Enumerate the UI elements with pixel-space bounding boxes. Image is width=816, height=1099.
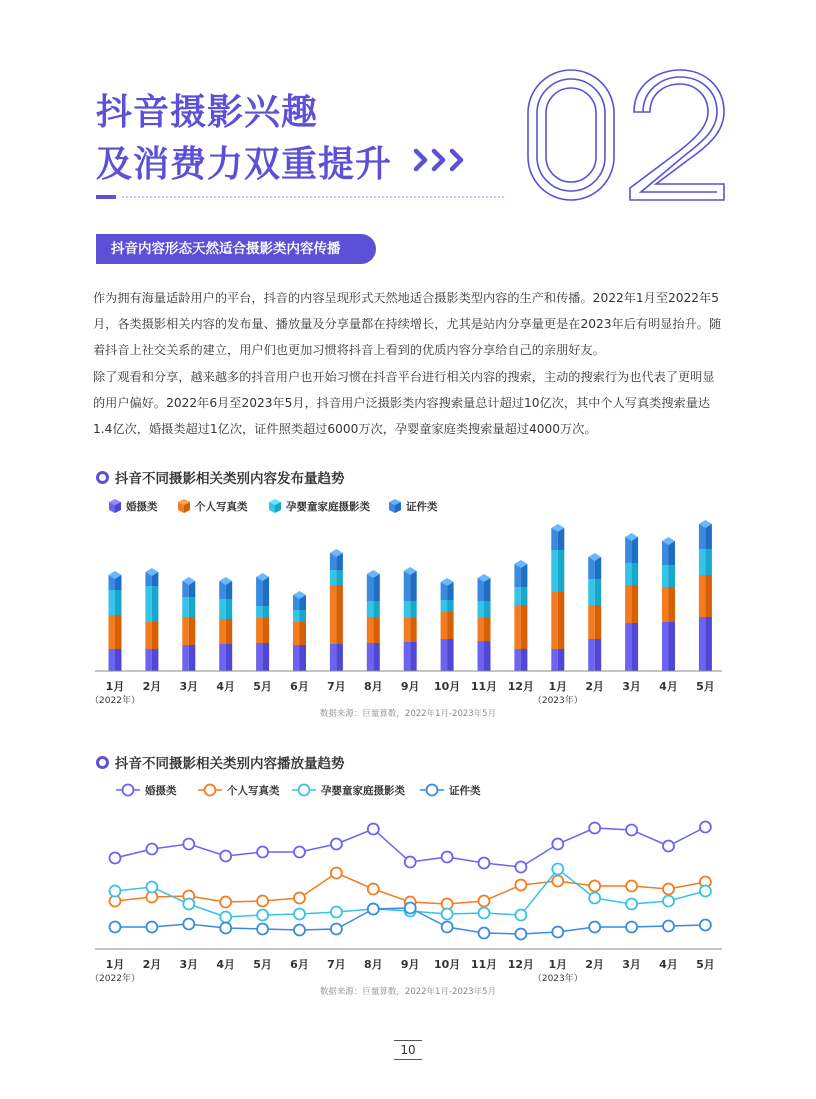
- chart2-tick-label: 7月: [327, 958, 346, 971]
- data-point: [405, 903, 416, 914]
- data-point: [589, 823, 600, 834]
- chapter-number-graphic: [522, 60, 732, 210]
- stacked-bar: [404, 567, 417, 671]
- bar-segment: [699, 617, 706, 671]
- bar-segment: [256, 577, 263, 606]
- chart2-tick-label: 1月: [105, 958, 125, 971]
- bar-segment: [514, 605, 521, 649]
- stacked-bar: [441, 578, 454, 671]
- bar-segment: [109, 615, 116, 649]
- stacked-bar: [293, 591, 306, 671]
- bar-segment: [447, 639, 454, 671]
- bar-segment: [300, 645, 307, 671]
- bar-segment: [484, 578, 491, 601]
- data-point: [405, 857, 416, 868]
- bar-segment: [367, 574, 374, 601]
- data-point: [589, 922, 600, 933]
- bar-segment: [226, 644, 233, 671]
- bar-segment: [300, 610, 307, 622]
- paragraph-1: 作为拥有海量适龄用户的平台，抖音的内容呈现形式天然地适合摄影类型内容的生产和传播。2022年1月至2022年5月，各类摄影相关内容的发布量、播放量及分享量都在持续增长，尤其是站内分享量更是在2023年后有明显抬升。随着抖音上社交关系的建立，用户们也更加习惯将抖音上看到的优质内容分享给自己的亲朋好友。: [93, 291, 722, 357]
- data-point: [479, 928, 490, 939]
- chart1-tick-label: 12月: [507, 680, 535, 693]
- triple-chevron-icon: [412, 145, 468, 175]
- chart1-tick-label: 9月: [400, 680, 420, 693]
- data-point: [294, 847, 305, 858]
- bar-segment: [705, 524, 712, 549]
- bar-segment: [441, 639, 448, 671]
- data-point: [479, 896, 490, 907]
- bar-segment: [404, 642, 411, 671]
- legend-label: 证件类: [449, 785, 481, 797]
- bar-segment: [558, 649, 565, 671]
- bar-segment: [263, 618, 270, 643]
- bar-segment: [182, 597, 189, 617]
- chart2-tick-label: 3月: [622, 958, 641, 971]
- bar-segment: [115, 590, 122, 615]
- bar-segment: [669, 541, 676, 565]
- legend-item: [116, 784, 177, 797]
- data-point: [700, 822, 711, 833]
- bar-segment: [521, 587, 528, 605]
- bar-segment: [115, 649, 122, 671]
- bar-segment: [521, 605, 528, 649]
- data-point: [331, 839, 342, 850]
- bar-segment: [300, 622, 307, 645]
- bar-segment: [632, 563, 639, 585]
- data-point: [515, 862, 526, 873]
- legend-marker: [123, 785, 134, 796]
- data-point: [552, 876, 563, 887]
- data-point: [442, 922, 453, 933]
- bar-segment: [595, 605, 602, 639]
- data-point: [183, 899, 194, 910]
- bar-segment: [705, 617, 712, 671]
- data-point: [110, 853, 121, 864]
- chart2-title: [96, 752, 345, 772]
- bar-segment: [625, 623, 632, 671]
- chart2-tick-label: 3月: [179, 958, 199, 971]
- bar-segment: [293, 645, 300, 671]
- bar-segment: [551, 550, 558, 592]
- legend-label: 孕婴童家庭摄影类: [286, 501, 370, 513]
- bullet-circle-icon: [96, 756, 109, 769]
- data-point: [146, 844, 157, 855]
- data-point: [663, 841, 674, 852]
- legend-label: 个人写真类: [195, 501, 248, 513]
- data-point: [479, 858, 490, 869]
- bar-segment: [256, 618, 263, 643]
- bar-segment: [514, 649, 521, 671]
- data-point: [589, 881, 600, 892]
- data-point: [220, 897, 231, 908]
- bar-segment: [447, 600, 454, 612]
- data-point: [552, 927, 563, 938]
- stacked-bar: [625, 533, 638, 671]
- bar-segment: [447, 612, 454, 639]
- chart2-tick-label: 5月: [696, 958, 715, 971]
- bar-segment: [404, 601, 411, 618]
- bar-segment: [336, 570, 343, 585]
- bar-segment: [669, 587, 676, 622]
- chart2-tick-label: 2月: [142, 958, 162, 971]
- chart1-tick-label: 2月: [585, 680, 605, 693]
- bar-segment: [595, 639, 602, 671]
- legend-label: 个人写真类: [227, 785, 280, 797]
- bar-segment: [705, 549, 712, 575]
- data-point: [220, 923, 231, 934]
- bar-segment: [588, 579, 595, 605]
- bar-segment: [551, 592, 558, 649]
- bullet-circle-icon: [96, 471, 109, 484]
- release-volume-bar-chart: [0, 490, 816, 720]
- bar-segment: [263, 577, 270, 606]
- bar-segment: [632, 623, 639, 671]
- legend-item: [269, 499, 370, 513]
- title-divider: [96, 194, 506, 200]
- bar-segment: [484, 618, 491, 641]
- bar-segment: [669, 565, 676, 587]
- legend-item: [109, 499, 158, 513]
- data-point: [331, 907, 342, 918]
- chart2-year-label: （2022年）: [90, 974, 140, 984]
- data-point: [331, 868, 342, 879]
- legend-marker: [299, 785, 310, 796]
- bar-segment: [625, 563, 632, 585]
- bar-segment: [189, 617, 196, 645]
- paragraph-2: 除了观看和分享，越来越多的抖音用户也开始习惯在抖音平台进行相关内容的搜索，主动的搜索行为也代表了更明显的用户偏好。2022年6月至2023年5月，抖音用户泛摄影类内容搜索量总计超过10亿次，其中个人写真类搜索量达1.4亿次，婚摄类超过1亿次，证件照类超过6000万次，孕婴童家庭类搜索量超过4000万次。: [93, 370, 715, 436]
- chart1-tick-label: 1月: [548, 680, 568, 693]
- chart2-tick-label: 1月: [548, 958, 568, 971]
- bar-segment: [373, 617, 380, 643]
- data-point: [294, 909, 305, 920]
- data-point: [110, 886, 121, 897]
- stacked-bar: [478, 574, 491, 671]
- bar-segment: [404, 618, 411, 642]
- data-point: [700, 886, 711, 897]
- bar-segment: [373, 643, 380, 671]
- data-point: [479, 908, 490, 919]
- data-point: [146, 922, 157, 933]
- bar-segment: [145, 586, 152, 622]
- bar-segment: [152, 586, 159, 622]
- chart1-tick-label: 8月: [363, 680, 383, 693]
- bar-segment: [699, 549, 706, 575]
- bar-segment: [330, 644, 337, 671]
- chart1-tick-label: 6月: [290, 680, 309, 693]
- bar-segment: [705, 575, 712, 617]
- bar-segment: [410, 618, 417, 642]
- chart2-title-text: 抖音不同摄影相关类别内容播放量趋势: [115, 756, 345, 772]
- bar-segment: [330, 585, 337, 644]
- bar-segment: [410, 571, 417, 601]
- chart1-tick-label: 4月: [659, 680, 678, 693]
- data-point: [626, 881, 637, 892]
- bar-segment: [189, 597, 196, 617]
- bar-segment: [699, 524, 706, 549]
- stacked-bar: [145, 568, 158, 671]
- chart2-tick-label: 12月: [507, 958, 535, 971]
- page-title-line1: 抖音摄影兴趣: [96, 92, 319, 133]
- bar-segment: [367, 601, 374, 617]
- bar-segment: [484, 601, 491, 618]
- bar-segment: [256, 606, 263, 618]
- chart2-tick-label: 11月: [470, 958, 498, 971]
- chart2-year-label: （2023年）: [532, 974, 583, 984]
- page-number: 10: [394, 1040, 422, 1060]
- bar-segment: [632, 537, 639, 563]
- stacked-bar: [662, 537, 675, 671]
- chart1-tick-label: 1月: [105, 680, 125, 693]
- section-tag: 抖音内容形态天然适合摄影类内容传播: [96, 234, 376, 264]
- bar-segment: [588, 639, 595, 671]
- chart1-tick-label: 5月: [696, 680, 715, 693]
- data-point: [257, 847, 268, 858]
- bar-segment: [330, 570, 337, 585]
- bar-segment: [625, 537, 632, 563]
- bar-segment: [478, 618, 485, 641]
- data-point: [294, 925, 305, 936]
- data-point: [515, 929, 526, 940]
- data-point: [110, 922, 121, 933]
- bar-segment: [336, 585, 343, 644]
- stacked-bar: [588, 553, 601, 671]
- bar-segment: [551, 649, 558, 671]
- chart1-tick-label: 4月: [216, 680, 236, 693]
- bar-segment: [263, 606, 270, 618]
- chart1-title: [96, 467, 345, 487]
- legend-label: 证件类: [406, 501, 438, 513]
- bar-segment: [410, 642, 417, 671]
- bar-segment: [521, 564, 528, 587]
- chart1-title-text: 抖音不同摄影相关类别内容发布量趋势: [115, 471, 345, 487]
- bar-segment: [189, 645, 196, 671]
- data-point: [515, 910, 526, 921]
- bar-segment: [152, 622, 159, 649]
- stacked-bar: [182, 577, 195, 671]
- data-point: [626, 825, 637, 836]
- legend-marker: [205, 785, 216, 796]
- bar-segment: [145, 649, 152, 671]
- chart1-tick-label: 2月: [142, 680, 162, 693]
- bar-segment: [404, 571, 411, 601]
- data-point: [626, 922, 637, 933]
- bar-segment: [478, 578, 485, 601]
- bar-segment: [182, 617, 189, 645]
- data-point: [257, 896, 268, 907]
- stacked-bar: [219, 577, 232, 671]
- chart1-source-note: 数据来源：巨量算数，2022年1月-2023年5月: [319, 709, 497, 719]
- bar-segment: [625, 585, 632, 623]
- bar-segment: [109, 590, 116, 615]
- chart2-tick-label: 4月: [659, 958, 678, 971]
- bar-segment: [514, 564, 521, 587]
- chart2-tick-label: 5月: [253, 958, 272, 971]
- bar-segment: [336, 644, 343, 671]
- legend-item: [389, 499, 438, 513]
- stacked-bar: [699, 520, 712, 671]
- data-point: [146, 882, 157, 893]
- chart2-tick-label: 10月: [433, 958, 461, 971]
- data-point: [183, 919, 194, 930]
- bar-segment: [263, 643, 270, 671]
- chart1-year-label: （2023年）: [532, 696, 583, 706]
- bar-segment: [514, 587, 521, 605]
- bar-segment: [478, 641, 485, 671]
- bar-segment: [256, 643, 263, 671]
- data-point: [589, 893, 600, 904]
- legend-item: [178, 499, 248, 513]
- bar-segment: [367, 617, 374, 643]
- bar-segment: [226, 619, 233, 644]
- bar-segment: [145, 622, 152, 649]
- chart1-tick-label: 7月: [327, 680, 346, 693]
- bar-segment: [662, 541, 669, 565]
- bar-segment: [662, 565, 669, 587]
- bar-segment: [373, 601, 380, 617]
- bar-segment: [662, 587, 669, 622]
- bar-segment: [152, 649, 159, 671]
- data-point: [442, 852, 453, 863]
- chart2-tick-label: 8月: [363, 958, 383, 971]
- bar-segment: [558, 550, 565, 592]
- data-point: [442, 909, 453, 920]
- data-point: [294, 893, 305, 904]
- bar-segment: [441, 600, 448, 612]
- bar-segment: [293, 622, 300, 645]
- data-point: [626, 899, 637, 910]
- data-point: [220, 912, 231, 923]
- bar-segment: [558, 592, 565, 649]
- data-point: [515, 880, 526, 891]
- bar-segment: [699, 575, 706, 617]
- bar-segment: [109, 649, 116, 671]
- chart2-tick-label: 9月: [400, 958, 420, 971]
- bar-segment: [478, 601, 485, 618]
- bar-segment: [219, 599, 226, 619]
- data-point: [552, 839, 563, 850]
- bar-segment: [521, 649, 528, 671]
- chart2-tick-label: 4月: [216, 958, 236, 971]
- chart2-tick-label: 6月: [290, 958, 309, 971]
- bar-segment: [441, 612, 448, 639]
- legend-label: 孕婴童家庭摄影类: [321, 785, 405, 797]
- legend-item: [420, 784, 481, 797]
- page-title-line2: 及消费力双重提升: [96, 144, 393, 185]
- bar-segment: [373, 574, 380, 601]
- bar-segment: [632, 585, 639, 623]
- data-point: [257, 924, 268, 935]
- data-point: [552, 864, 563, 875]
- data-point: [368, 824, 379, 835]
- play-volume-line-chart: [0, 775, 816, 1005]
- bar-segment: [226, 599, 233, 619]
- chart1-year-label: （2022年）: [90, 696, 140, 706]
- chart2-source-note: 数据来源：巨量算数，2022年1月-2023年5月: [319, 987, 497, 997]
- data-point: [331, 924, 342, 935]
- bar-segment: [293, 610, 300, 622]
- chart1-tick-label: 3月: [179, 680, 199, 693]
- bar-segment: [182, 645, 189, 671]
- bar-segment: [219, 619, 226, 644]
- data-point: [257, 910, 268, 921]
- stacked-bar: [514, 560, 527, 671]
- data-point: [663, 884, 674, 895]
- data-point: [368, 884, 379, 895]
- legend-item: [198, 784, 280, 797]
- chart1-tick-label: 3月: [622, 680, 641, 693]
- legend-label: 婚摄类: [126, 501, 158, 513]
- data-point: [663, 921, 674, 932]
- legend-label: 婚摄类: [145, 785, 177, 797]
- bar-segment: [410, 601, 417, 618]
- data-point: [700, 920, 711, 931]
- stacked-bar: [551, 524, 564, 671]
- bar-segment: [484, 641, 491, 671]
- stacked-bar: [330, 549, 343, 671]
- chart1-tick-label: 5月: [253, 680, 272, 693]
- bar-segment: [588, 605, 595, 639]
- bar-segment: [219, 644, 226, 671]
- data-point: [183, 839, 194, 850]
- bar-segment: [662, 622, 669, 671]
- stacked-bar: [109, 571, 122, 671]
- bar-segment: [367, 643, 374, 671]
- bar-segment: [669, 622, 676, 671]
- data-point: [368, 904, 379, 915]
- legend-item: [292, 784, 405, 797]
- stacked-bar: [256, 573, 269, 671]
- stacked-bar: [367, 570, 380, 671]
- chapter-number: 02: [522, 60, 524, 61]
- chart1-tick-label: 10月: [433, 680, 461, 693]
- legend-marker: [427, 785, 438, 796]
- chart2-tick-label: 2月: [585, 958, 605, 971]
- data-point: [220, 851, 231, 862]
- bar-segment: [115, 615, 122, 649]
- data-point: [663, 896, 674, 907]
- chart1-tick-label: 11月: [470, 680, 498, 693]
- bar-segment: [595, 579, 602, 605]
